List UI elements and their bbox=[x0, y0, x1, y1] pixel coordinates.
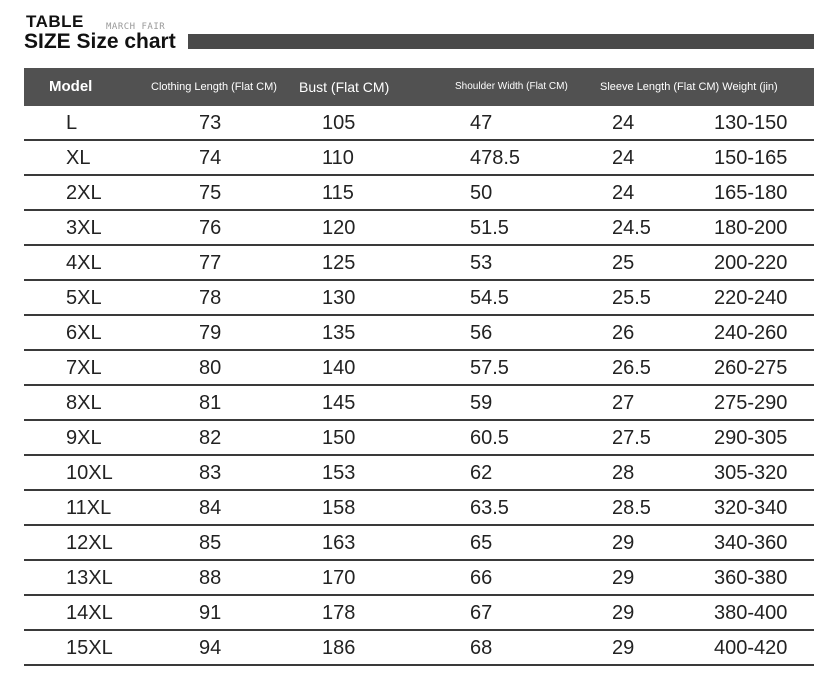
cell-bust: 170 bbox=[322, 567, 356, 589]
cell-sleeve-length: 26.5 bbox=[612, 357, 651, 379]
cell-model: 5XL bbox=[66, 287, 102, 309]
column-header-shoulder-width: Shoulder Width (Flat CM) bbox=[455, 81, 568, 92]
cell-clothing-length: 75 bbox=[199, 182, 222, 204]
table-header-row bbox=[24, 68, 814, 106]
cell-model: 15XL bbox=[66, 637, 113, 659]
cell-clothing-length: 94 bbox=[199, 637, 222, 659]
cell-sleeve-length: 25.5 bbox=[612, 287, 651, 309]
cell-shoulder-width: 62 bbox=[470, 462, 493, 484]
cell-model: XL bbox=[66, 147, 91, 169]
cell-bust: 115 bbox=[322, 182, 354, 204]
cell-clothing-length: 85 bbox=[199, 532, 222, 554]
cell-shoulder-width: 63.5 bbox=[470, 497, 509, 519]
table-row bbox=[24, 596, 814, 631]
size-chart-table bbox=[24, 68, 814, 666]
cell-weight: 340-360 bbox=[714, 532, 788, 554]
cell-shoulder-width: 51.5 bbox=[470, 217, 509, 239]
table-body bbox=[24, 106, 814, 666]
cell-sleeve-length: 27 bbox=[612, 392, 635, 414]
cell-sleeve-length: 26 bbox=[612, 322, 635, 344]
cell-shoulder-width: 67 bbox=[470, 602, 493, 624]
cell-clothing-length: 84 bbox=[199, 497, 222, 519]
cell-clothing-length: 79 bbox=[199, 322, 222, 344]
cell-sleeve-length: 29 bbox=[612, 567, 635, 589]
table-row bbox=[24, 141, 814, 176]
cell-model: 13XL bbox=[66, 567, 113, 589]
cell-shoulder-width: 47 bbox=[470, 112, 493, 134]
page-title: SIZE Size chart bbox=[24, 30, 176, 53]
cell-weight: 220-240 bbox=[714, 287, 788, 309]
table-row bbox=[24, 316, 814, 351]
cell-weight: 400-420 bbox=[714, 637, 788, 659]
cell-shoulder-width: 56 bbox=[470, 322, 493, 344]
cell-bust: 125 bbox=[322, 252, 356, 274]
table-row bbox=[24, 351, 814, 386]
cell-bust: 110 bbox=[322, 147, 354, 169]
cell-weight: 290-305 bbox=[714, 427, 788, 449]
cell-model: 11XL bbox=[66, 497, 112, 519]
header-label: TABLE bbox=[26, 12, 84, 31]
cell-shoulder-width: 60.5 bbox=[470, 427, 509, 449]
cell-sleeve-length: 24 bbox=[612, 182, 635, 204]
cell-clothing-length: 83 bbox=[199, 462, 222, 484]
cell-weight: 320-340 bbox=[714, 497, 788, 519]
cell-sleeve-length: 29 bbox=[612, 637, 635, 659]
table-row bbox=[24, 561, 814, 596]
cell-bust: 153 bbox=[322, 462, 356, 484]
cell-sleeve-length: 28 bbox=[612, 462, 635, 484]
cell-weight: 380-400 bbox=[714, 602, 788, 624]
cell-sleeve-length: 28.5 bbox=[612, 497, 651, 519]
cell-clothing-length: 78 bbox=[199, 287, 222, 309]
cell-bust: 105 bbox=[322, 112, 356, 134]
cell-model: 8XL bbox=[66, 392, 102, 414]
cell-model: 4XL bbox=[66, 252, 102, 274]
cell-bust: 186 bbox=[322, 637, 356, 659]
cell-sleeve-length: 24 bbox=[612, 147, 635, 169]
brand-watermark: MARCH FAIR bbox=[106, 22, 166, 32]
table-row bbox=[24, 106, 814, 141]
cell-sleeve-length: 29 bbox=[612, 532, 635, 554]
cell-bust: 120 bbox=[322, 217, 356, 239]
cell-clothing-length: 76 bbox=[199, 217, 222, 239]
table-row bbox=[24, 491, 814, 526]
cell-clothing-length: 73 bbox=[199, 112, 222, 134]
cell-weight: 305-320 bbox=[714, 462, 788, 484]
cell-weight: 260-275 bbox=[714, 357, 788, 379]
cell-sleeve-length: 24.5 bbox=[612, 217, 651, 239]
cell-shoulder-width: 53 bbox=[470, 252, 493, 274]
table-row bbox=[24, 421, 814, 456]
cell-shoulder-width: 57.5 bbox=[470, 357, 509, 379]
cell-model: 6XL bbox=[66, 322, 102, 344]
cell-model: 9XL bbox=[66, 427, 102, 449]
table-row bbox=[24, 386, 814, 421]
table-row bbox=[24, 281, 814, 316]
column-header-bust: Bust (Flat CM) bbox=[299, 79, 390, 95]
cell-shoulder-width: 68 bbox=[470, 637, 493, 659]
cell-model: 14XL bbox=[66, 602, 113, 624]
cell-clothing-length: 88 bbox=[199, 567, 222, 589]
cell-bust: 145 bbox=[322, 392, 356, 414]
table-row bbox=[24, 631, 814, 666]
title-divider-bar bbox=[188, 34, 814, 49]
column-header-model: Model bbox=[49, 78, 93, 95]
table-row bbox=[24, 211, 814, 246]
cell-bust: 163 bbox=[322, 532, 356, 554]
cell-weight: 200-220 bbox=[714, 252, 788, 274]
cell-weight: 165-180 bbox=[714, 182, 788, 204]
cell-sleeve-length: 27.5 bbox=[612, 427, 651, 449]
page-header bbox=[24, 8, 814, 58]
cell-clothing-length: 74 bbox=[199, 147, 222, 169]
cell-bust: 158 bbox=[322, 497, 356, 519]
cell-sleeve-length: 25 bbox=[612, 252, 635, 274]
cell-sleeve-length: 29 bbox=[612, 602, 635, 624]
cell-weight: 130-150 bbox=[714, 112, 788, 134]
table-row bbox=[24, 526, 814, 561]
cell-weight: 180-200 bbox=[714, 217, 788, 239]
cell-bust: 178 bbox=[322, 602, 356, 624]
cell-shoulder-width: 59 bbox=[470, 392, 493, 414]
cell-shoulder-width: 478.5 bbox=[470, 147, 521, 169]
table-row bbox=[24, 176, 814, 211]
cell-bust: 150 bbox=[322, 427, 356, 449]
cell-weight: 150-165 bbox=[714, 147, 788, 169]
cell-weight: 275-290 bbox=[714, 392, 788, 414]
cell-shoulder-width: 54.5 bbox=[470, 287, 509, 309]
cell-clothing-length: 81 bbox=[199, 392, 222, 414]
cell-clothing-length: 80 bbox=[199, 357, 222, 379]
cell-shoulder-width: 50 bbox=[470, 182, 493, 204]
table-row bbox=[24, 456, 814, 491]
column-header-sleeve-weight: Sleeve Length (Flat CM) Weight (jin) bbox=[600, 81, 778, 93]
cell-weight: 360-380 bbox=[714, 567, 788, 589]
column-header-clothing-length: Clothing Length (Flat CM) bbox=[151, 81, 277, 93]
cell-bust: 130 bbox=[322, 287, 356, 309]
cell-clothing-length: 77 bbox=[199, 252, 222, 274]
cell-model: 2XL bbox=[66, 182, 102, 204]
cell-model: 3XL bbox=[66, 217, 102, 239]
cell-model: 7XL bbox=[66, 357, 102, 379]
cell-bust: 135 bbox=[322, 322, 356, 344]
cell-model: 12XL bbox=[66, 532, 113, 554]
cell-model: L bbox=[66, 112, 78, 134]
cell-shoulder-width: 65 bbox=[470, 532, 493, 554]
cell-model: 10XL bbox=[66, 462, 113, 484]
table-row bbox=[24, 246, 814, 281]
cell-clothing-length: 82 bbox=[199, 427, 222, 449]
cell-shoulder-width: 66 bbox=[470, 567, 493, 589]
cell-sleeve-length: 24 bbox=[612, 112, 635, 134]
cell-clothing-length: 91 bbox=[199, 602, 222, 624]
cell-weight: 240-260 bbox=[714, 322, 788, 344]
cell-bust: 140 bbox=[322, 357, 356, 379]
